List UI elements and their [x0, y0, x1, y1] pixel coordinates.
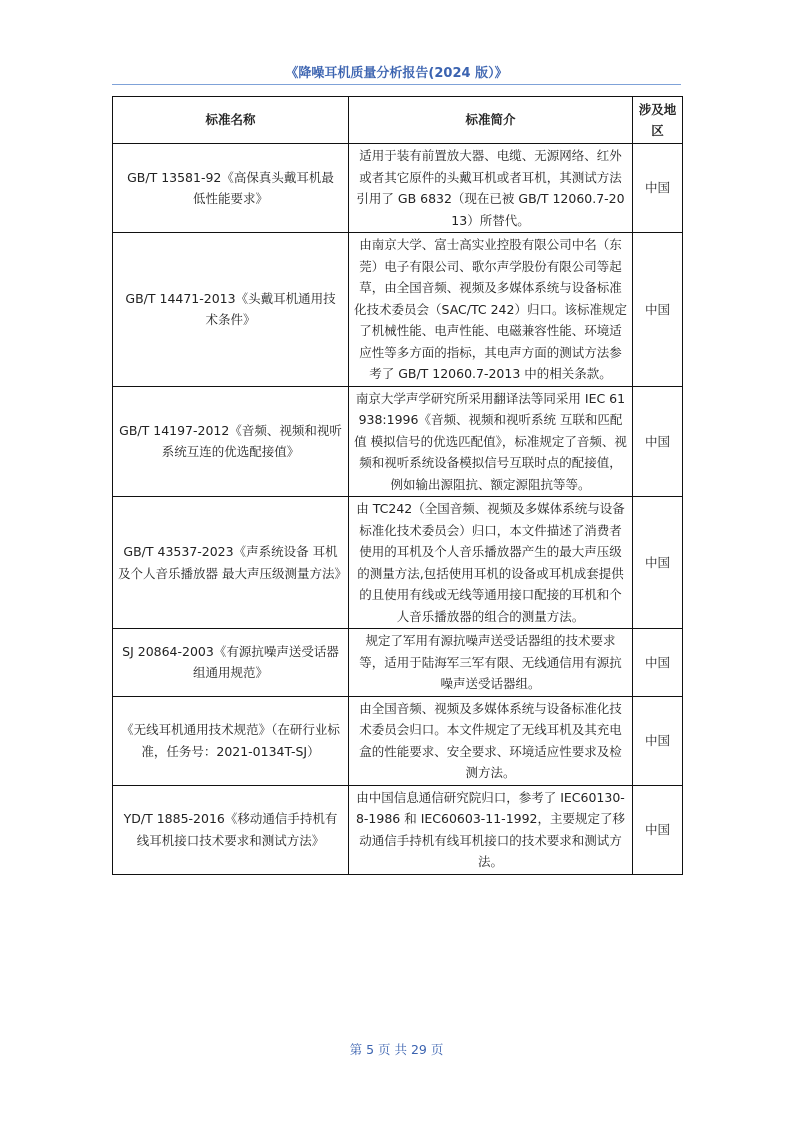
standard-intro: 规定了军用有源抗噪声送受话器组的技术要求等，适用于陆海军三军有限、无线通信用有源抗噪声送受话器组。: [349, 629, 633, 697]
standard-name: GB/T 14197-2012《音频、视频和视听系统互连的优选配接值》: [113, 386, 349, 497]
column-header-region: 涉及地区: [633, 97, 683, 144]
table-row: [113, 696, 683, 785]
standard-intro: 由中国信息通信研究院归口，参考了 IEC60130-8-1986 和 IEC60603-11-1992，主要规定了移动通信手持机有线耳机接口的技术要求和测试方法。: [349, 785, 633, 874]
standard-name: GB/T 13581-92《高保真头戴耳机最低性能要求》: [113, 144, 349, 233]
table-row: [113, 629, 683, 697]
standard-name: YD/T 1885-2016《移动通信手持机有线耳机接口技术要求和测试方法》: [113, 785, 349, 874]
standard-region: 中国: [633, 497, 683, 629]
table-row: [113, 144, 683, 233]
standard-name: GB/T 43537-2023《声系统设备 耳机及个人音乐播放器 最大声压级测量方法》: [113, 497, 349, 629]
standard-region: 中国: [633, 785, 683, 874]
table-header-row: [113, 97, 683, 144]
standard-region: 中国: [633, 233, 683, 387]
standard-region: 中国: [633, 696, 683, 785]
standard-intro: 由全国音频、视频及多媒体系统与设备标准化技术委员会归口。本文件规定了无线耳机及其充电盒的性能要求、安全要求、环境适应性要求及检测方法。: [349, 696, 633, 785]
table-row: [113, 233, 683, 387]
table-row: [113, 497, 683, 629]
standards-table: [112, 96, 683, 875]
standard-intro: 适用于装有前置放大器、电缆、无源网络、红外或者其它原件的头戴耳机或者耳机，其测试方法引用了 GB 6832（现在已被 GB/T 12060.7-2013）所替代。: [349, 144, 633, 233]
standard-intro: 南京大学声学研究所采用翻译法等同采用 IEC 61938:1996《音频、视频和视听系统 互联和匹配值 模拟信号的优选匹配值》，标准规定了音频、视频和视听系统设备模拟信号互联时点的配接值，例如输出源阻抗、额定源阻抗等等。: [349, 386, 633, 497]
standard-region: 中国: [633, 144, 683, 233]
table-row: [113, 785, 683, 874]
header-divider: [112, 84, 681, 85]
standard-region: 中国: [633, 629, 683, 697]
standard-name: GB/T 14471-2013《头戴耳机通用技术条件》: [113, 233, 349, 387]
table-row: [113, 386, 683, 497]
report-header-title: 《降噪耳机质量分析报告(2024 版）》: [285, 66, 508, 81]
standard-name: SJ 20864-2003《有源抗噪声送受话器组通用规范》: [113, 629, 349, 697]
page-number: 第 5 页 共 29 页: [349, 1042, 444, 1057]
standard-intro: 由南京大学、富士高实业控股有限公司中名（东莞）电子有限公司、歌尔声学股份有限公司等起草，由全国音频、视频及多媒体系统与设备标准化技术委员会（SAC/TC 242）归口。该标准规定了机械性能、电声性能、电磁兼容性能、环境适应性等多方面的指标，其电声方面的测试方法参考了 GB/T 12060.7-2013 中的相关条款。: [349, 233, 633, 387]
standard-region: 中国: [633, 386, 683, 497]
standard-intro: 由 TC242（全国音频、视频及多媒体系统与设备标准化技术委员会）归口，本文件描述了消费者使用的耳机及个人音乐播放器产生的最大声压级的测量方法,包括使用耳机的设备或耳机成套提供的且使用有线或无线等通用接口配接的耳机和个人音乐播放器的组合的测量方法。: [349, 497, 633, 629]
column-header-name: 标准名称: [113, 97, 349, 144]
standard-name: 《无线耳机通用技术规范》（在研行业标准，任务号：2021-0134T-SJ）: [113, 696, 349, 785]
column-header-intro: 标准简介: [349, 97, 633, 144]
